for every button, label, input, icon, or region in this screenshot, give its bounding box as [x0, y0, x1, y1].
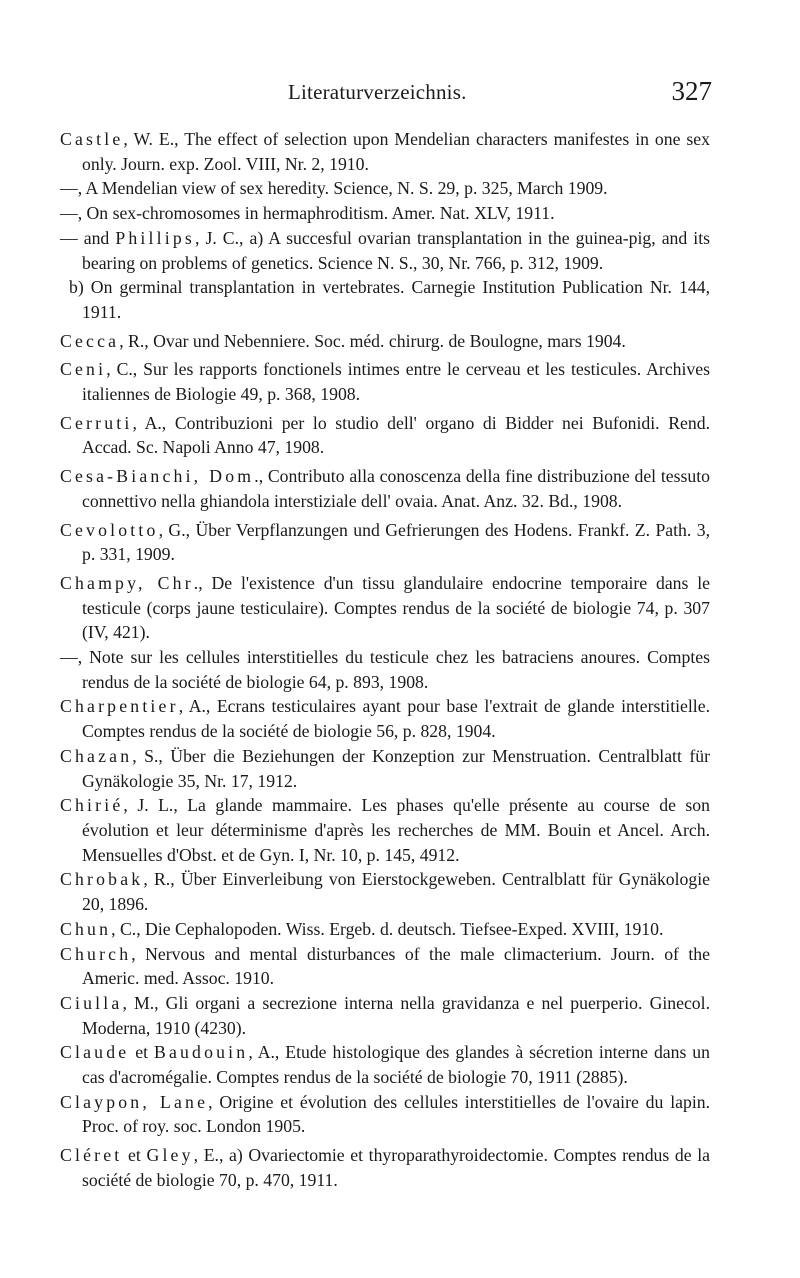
entry-text: , S., Über die Beziehungen der Konzeption zur Menstruation. Centralblatt für Gynäkologie 35, Nr. 17, 1912.	[82, 745, 710, 791]
entry-text: , G., Über Verpflanzungen und Gefrierungen des Hodens. Frankf. Z. Path. 3, p. 331, 1909.	[82, 519, 710, 565]
bibliography-entry	[60, 917, 710, 942]
entry-text: , C., Die Cephalopoden. Wiss. Ergeb. d. deutsch. Tiefsee-Exped. XVIII, 1910.	[111, 918, 664, 939]
entry-author: Claypon, Lane	[60, 1091, 209, 1112]
bibliography-entry	[60, 201, 710, 226]
entry-text: , A., Contribuzioni per lo studio dell' organo di Bidder nei Bufonidi. Rend. Accad. Sc. Napoli Anno 47, 1908.	[82, 412, 710, 458]
entry-text: , A., Ecrans testiculaires ayant pour base l'extrait de glande interstitielle. Comptes rendus de la société de biologie 56, p. 828, 1904.	[82, 696, 710, 742]
bibliography-entry	[60, 867, 710, 916]
entry-author: Church	[60, 943, 132, 964]
entry-author: Chrobak	[60, 869, 144, 890]
entry-author: Cerruti	[60, 412, 133, 433]
bibliography-entry	[60, 176, 710, 201]
entry-author: Cesa-Bianchi, Dom	[60, 466, 255, 487]
bibliography-list	[60, 127, 710, 1193]
entry-coauthor: Gley	[146, 1145, 194, 1166]
entry-author: Castle	[60, 129, 124, 149]
entry-text: —, On sex-chromosomes in hermaphroditism. Amer. Nat. XLV, 1911.	[60, 203, 555, 224]
page-number: 327	[671, 76, 712, 106]
entry-text: —, Note sur les cellules interstitielles du testicule chez les batraciens anoures. Comptes rendus de la société de biologie 64, p. 893, 1908.	[60, 647, 710, 692]
bibliography-entry	[60, 127, 710, 176]
entry-author: Ciulla	[60, 992, 123, 1013]
bibliography-entry	[60, 464, 710, 513]
entry-coauthor: Baudouin	[153, 1042, 249, 1063]
entry-text: b) On germinal transplantation in vertebrates. Carnegie Institution Publication Nr. 144, 1911.	[69, 277, 710, 322]
entry-text: , A., Etude histologique des glandes à sécretion interne dans un cas d'acromégalie. Comptes rendus de la société de biologie 70, 1911 (2885).	[82, 1042, 710, 1088]
entry-text: , E., a) Ovariectomie et thyroparathyroidectomie. Comptes rendus de la société de biologie 70, p. 470, 1911.	[82, 1145, 710, 1190]
bibliography-entry	[60, 991, 710, 1040]
entry-text: , R., Über Einverleibung von Eierstockgeweben. Centralblatt für Gynäkologie 20, 1896.	[82, 869, 710, 915]
entry-text: ., De l'existence d'un tissu glandulaire endocrine temporaire dans le testicule (corps jaune testiculaire). Comptes rendus de la société de biologie 74, p. 307 (IV, 421).	[82, 572, 710, 643]
entry-text: , W. E., The effect of selection upon Mendelian characters manifestes in one sex only. Journ. exp. Zool. VIII, Nr. 2, 1910.	[82, 129, 710, 174]
entry-author: Cléret	[60, 1145, 123, 1166]
bibliography-entry	[60, 1143, 710, 1192]
entry-text: —, A Mendelian view of sex heredity. Science, N. S. 29, p. 325, March 1909.	[60, 178, 608, 199]
bibliography-entry	[60, 1090, 710, 1139]
entry-author: Cevolotto	[60, 519, 159, 540]
bibliography-entry	[60, 744, 710, 793]
bibliography-entry	[60, 357, 710, 406]
entry-author: Cecca	[60, 330, 120, 351]
entry-text: , Origine et évolution des cellules interstitielles de l'ovaire du lapin. Proc. of roy. soc. London 1905.	[82, 1091, 710, 1137]
entry-text: , Nervous and mental disturbances of the male climacterium. Journ. of the Americ. med. Assoc. 1910.	[82, 943, 710, 989]
entry-author: Phillips	[115, 227, 195, 248]
bibliography-subentry	[60, 275, 710, 324]
bibliography-entry	[60, 571, 710, 645]
entry-text: ., Contributo alla conoscenza della fine distribuzione del tessuto connettivo nella ghiandola interstiziale dell' ovaia. Anat. Anz. 32. Bd., 1908.	[82, 466, 710, 511]
page-header	[60, 78, 710, 114]
bibliography-entry	[60, 329, 710, 354]
entry-text: , J. L., La glande mammaire. Les phases qu'elle présente au course de son évolution et leur déterminisme d'après les recherches de MM. Bouin et Ancel. Arch. Mensuelles d'Obst. et de Gyn. I, Nr. 10, p. 145, 4912.	[82, 795, 710, 865]
entry-prefix: — and	[60, 227, 116, 248]
bibliography-entry	[60, 793, 710, 867]
bibliography-entry	[60, 226, 710, 275]
entry-text: , J. C., a) A succesful ovarian transplantation in the guinea-pig, and its bearing on problems of genetics. Science N. S., 30, Nr. 766, p. 312, 1909.	[82, 227, 710, 273]
entry-author: Ceni	[60, 359, 107, 380]
entry-author: Chirié	[60, 795, 124, 816]
bibliography-entry	[60, 411, 710, 460]
entry-author: Chun	[60, 918, 112, 939]
entry-author: Champy, Chr	[60, 572, 194, 593]
bibliography-entry	[60, 645, 710, 694]
entry-text: , C., Sur les rapports fonctionels intimes entre le cerveau et les testicules. Archives italiennes de Biologie 49, p. 368, 1908.	[82, 359, 710, 405]
entry-connector: et	[122, 1145, 147, 1166]
entry-author: Claude	[60, 1042, 130, 1063]
entry-text: , M., Gli organi a secrezione interna nella gravidanza e nel puerperio. Ginecol. Moderna, 1910 (4230).	[82, 992, 710, 1038]
entry-author: Charpentier	[60, 696, 179, 717]
bibliography-entry	[60, 942, 710, 991]
bibliography-entry	[60, 1040, 710, 1089]
bibliography-entry	[60, 694, 710, 743]
entry-text: , R., Ovar und Nebenniere. Soc. méd. chirurg. de Boulogne, mars 1904.	[119, 330, 626, 351]
entry-connector: et	[129, 1042, 154, 1063]
bibliography-entry	[60, 518, 710, 567]
running-title: Literaturverzeichnis.	[288, 80, 467, 104]
entry-author: Chazan	[60, 745, 133, 766]
